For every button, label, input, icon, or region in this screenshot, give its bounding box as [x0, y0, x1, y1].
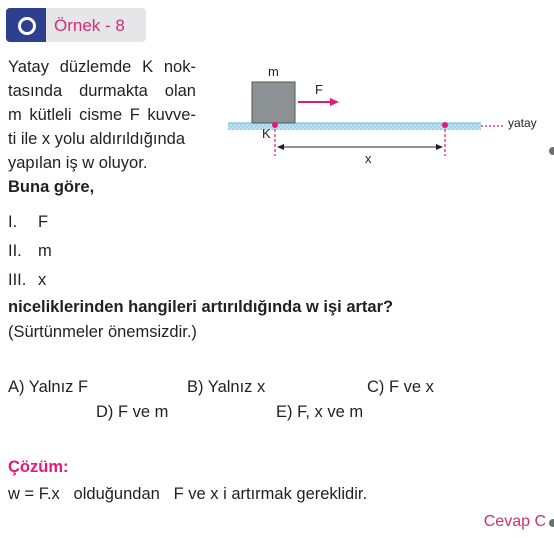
problem-line-4: ti ile x yolu aldırıldığında: [8, 130, 186, 148]
force-label: F: [315, 82, 323, 97]
item-row: I. F: [8, 213, 49, 231]
problem-line-1: Yatay düzlemde K nok-: [8, 58, 196, 76]
solution-title: Çözüm:: [8, 458, 69, 476]
problem-text: [8, 55, 196, 199]
problem-line-5: yapılan iş w oluyor.: [8, 154, 148, 172]
surface-label: yatay: [508, 116, 537, 130]
problem-line-3: m kütleli cisme F kuvve-: [8, 106, 196, 124]
point-k-label: K: [262, 126, 271, 141]
distance-arrow-right: [436, 144, 443, 150]
point-k-dot: [272, 122, 278, 128]
item-list: [8, 208, 52, 295]
mass-label: m: [268, 64, 279, 79]
mass-block: [252, 82, 295, 123]
question-text: niceliklerinden hangileri artırıldığında w işi artar?: [8, 298, 394, 316]
item-row: III. x: [8, 271, 47, 289]
solution-text: w = F.x olduğundan F ve x i artırmak gereklidir.: [8, 485, 368, 503]
option-a[interactable]: A) Yalnız F: [8, 378, 89, 396]
option-e[interactable]: E) F, x ve m: [276, 403, 364, 421]
physics-diagram: [222, 56, 554, 176]
question-note: (Sürtünmeler önemsizdir.): [8, 323, 197, 341]
option-b[interactable]: B) Yalnız x: [187, 378, 266, 396]
option-c[interactable]: C) F ve x: [367, 378, 434, 396]
answer-label: Cevap C: [483, 513, 546, 530]
distance-arrow-left: [277, 144, 284, 150]
example-title: Örnek - 8: [54, 16, 125, 35]
force-arrow-head: [330, 98, 339, 106]
problem-lead: Buna göre,: [8, 178, 95, 196]
option-d[interactable]: D) F ve m: [96, 403, 169, 421]
page-edge-mark: [549, 519, 554, 527]
item-row: II. m: [8, 242, 52, 260]
point-end-dot: [442, 122, 448, 128]
ring-icon: [6, 8, 46, 42]
distance-label: x: [365, 151, 372, 166]
example-badge: [6, 8, 146, 42]
problem-line-2: tasında durmakta olan: [8, 82, 196, 100]
